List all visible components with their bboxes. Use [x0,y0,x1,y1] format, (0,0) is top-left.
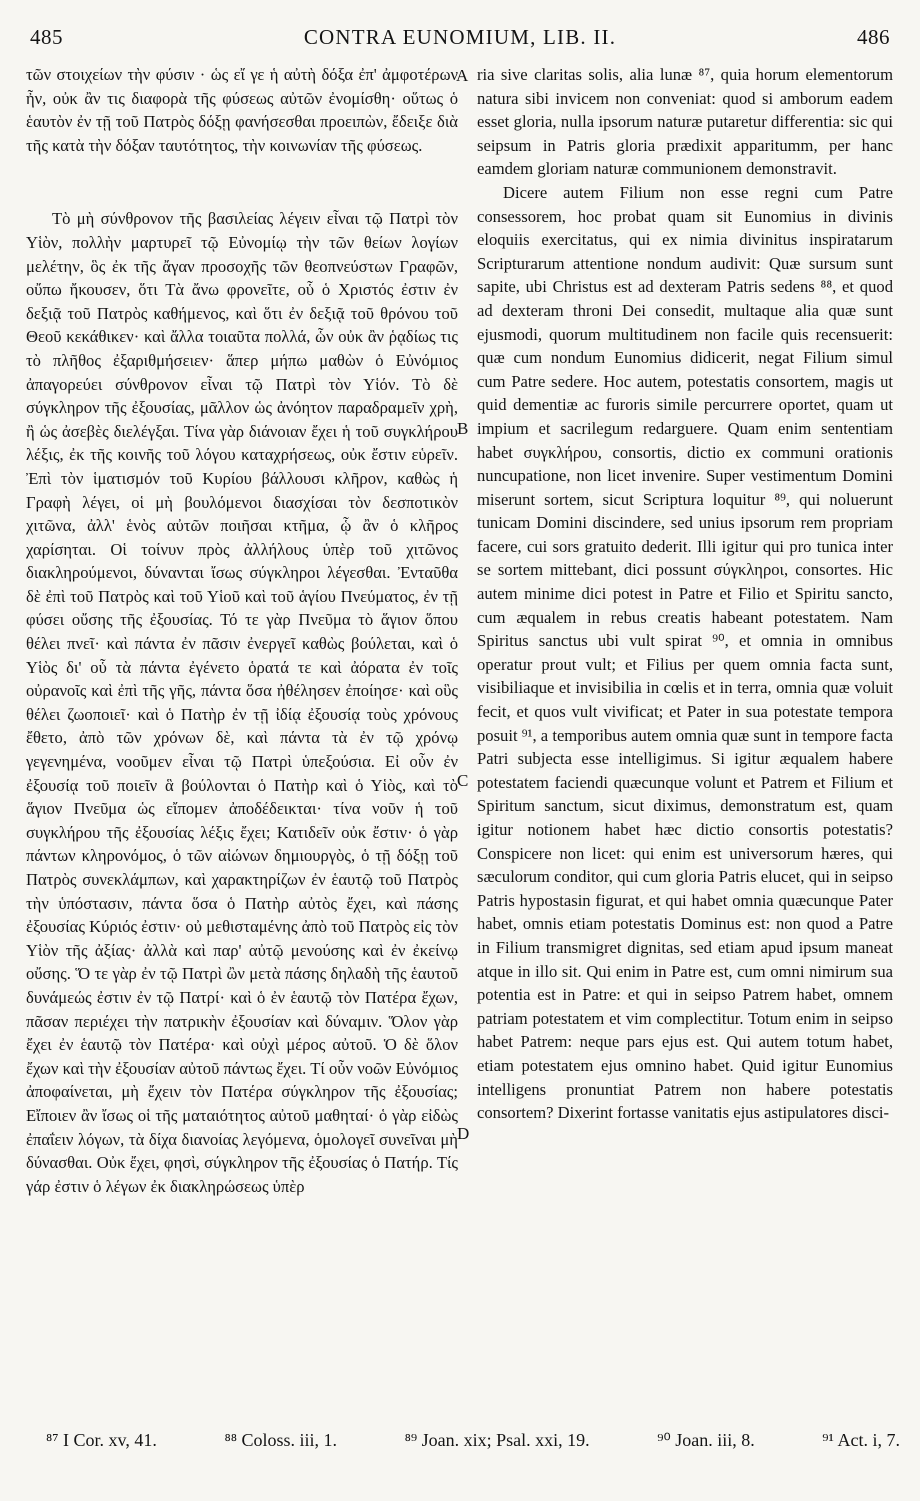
section-marker-c: C [457,771,469,790]
paragraph-gap [26,157,458,207]
footnote-87: ⁸⁷ I Cor. xv, 41. [46,1430,157,1450]
greek-column [26,63,458,1198]
running-title: CONTRA EUNOMIUM, LIB. II. [303,24,617,49]
latin-paragraph-1: ria sive claritas solis, alia lunæ ⁸⁷, quia horum elementorum natura sibi invicem non conveniat: quod si amborum eadem esset gloria, nulla ipsorum naturæ putaretur differentia: sic qui seipsum in Patris gloria prædixit apparitumm, per hanc eamdem gloriam naturæ communionem demonstravit. [477,65,893,179]
section-marker-b: B [457,419,469,438]
footnote-91: ⁹¹ Act. i, 7. [822,1430,900,1450]
greek-paragraph-1: τῶν στοιχείων τὴν φύσιν · ὡς εἴ γε ἡ αὐτὴ δόξα ἐπ' ἀμφοτέρων ἦν, οὐκ ἂν τις διαφορὰ τῆς φύσεως αὐτῶν ἐνομίσθη· οὕτως ὁ ἑαυτὸν ἐν τῇ τοῦ Πατρὸς δόξῃ φανήσεσθαι προειπὼν, ἔδειξε διὰ τῆς κατὰ τὴν δόξαν ταυτότητος, τὴν κοινωνίαν τῆς φύσεως. [26,65,458,155]
latin-paragraph-2: Dicere autem Filium non esse regni cum Patre consessorem, hoc probat quam sit Eunomius in divinis eloquiis exercitatus, qui ex nimia divinitus inspiratarum Scripturarum attentione nondum audivit: Quæ sursum sunt sapite, ubi Christus est ad dexteram Patris sedens ⁸⁸, et quod ad dexteram throni Dei consedit, multaque alia quæ sunt ejusmodi, quorum multitudinem non facile quis recensuerit: quæ cum nondum Eunomius didicerit, negat Filium simul cum Patre sedere. Hoc autem, potestatis consortem, magis ut quid dementiæ ac furoris simile percurrere oportet, quam ut impium et sacrilegum redarguere. Quam enim sententiam habet συγκλήρου, consortis, dictio ex communi orationis nuncupatione, non licet invenire. Super vestimentum Domini miserunt sortem, sicut Scriptura loquitur ⁸⁹, qui noluerunt tunicam Domini discindere, sed unius ipsorum rem propriam facere, cui sors gratuito dederit. Illi igitur qui pro tunica inter se sortem mittebant, dici possunt σύγκληροι, consortes. Hic autem minime dici potest in Patre et Filio et Spiritu sancto, cum æqualem in rebus creatis habeant potestatem. Nam Spiritus sanctus ubi vult spirat ⁹⁰, et omnia in omnibus operatur prout vult; et Filius per quem omnia facta sunt, visibiliaque et invisibilia in cœlis et in terra, omnia quæ voluit fecit, et quos vult vivificat; et Pater in sua potestate tempora posuit ⁹¹, a temporibus autem omnia quæ sunt in tempore facta Patri subjecta esse intelligimus. Si igitur æqualem habere potestatem faciendi quæcunque volunt et Patrem et Filium et Spiritum sanctum, sicut diximus, demonstratum est, quam igitur notionem habet hæc dictio consortis potestatis? Conspicere non licet: qui enim est universorum hæres, qui sæculorum conditor, qui cum gloria Patris elucet, qui in seipso Patris hypostasin figurat, et qui habet omnia quæcunque Pater habet, omnis etiam potestatis Dominus est: non quod a Patre in Filium transmigret dignitas, sed etiam apud ipsum maneat atque in illo sit. Qui enim in Patre est, cum omni nimirum sua potentia est in Patre: et qui in seipso Patrem habet, omnem patriam potestatem et vim complectitur. Totum enim in seipso habet Patrem: neque pars ejus est. Qui autem totum habet, etiam potestatem ejus omnino habet. Quid igitur Eunomius intelligens pronuntiat Patrem non habere potestatis consortem? Dixerint fortasse vanitatis ejus astipulatores disci- [477,182,893,1123]
footnote-88: ⁸⁸ Coloss. iii, 1. [224,1430,338,1450]
left-page-number: 485 [30,24,63,49]
latin-column [477,63,893,1125]
right-page-number: 486 [856,24,890,49]
page-header [30,22,890,52]
footnotes [46,1428,900,1452]
footnote-90: ⁹⁰ Joan. iii, 8. [657,1430,755,1450]
greek-paragraph-2: Τὸ μὴ σύνθρονον τῆς βασιλείας λέγειν εἶναι τῷ Πατρὶ τὸν Υἱὸν, πολλὴν μαρτυρεῖ τῷ Εὐνομίῳ τὴν τῶν θείων λογίων μελέτην, ὃς ἐκ τῆς ἄγαν προσοχῆς τῶν θεοπνεύστων Γραφῶν, οὔπω ἤκουσεν, ὅτι Τὰ ἄνω φρονεῖτε, οὗ ὁ Χριστός ἐστιν ἐν δεξιᾷ τοῦ Πατρὸς καθήμενος, καὶ ὅτι ἐν δεξιᾷ τοῦ θρόνου τοῦ Θεοῦ κεκάθικεν· καὶ ἄλλα τοιαῦτα πολλά, ὧν οὐκ ἂν ῥᾳδίως τις τὸ πλῆθος ἐξαριθμήσειεν· ἅπερ μήπω μαθὼν ὁ Εὐνόμιος ἀπαγορεύει σύνθρονον εἶναι τῷ Πατρὶ τὸν Υἱόν. Τὸ δὲ σύγκληρον τῆς ἐξουσίας, μᾶλλον ὡς ἀνόητον παραδραμεῖν χρὴ, ἢ ὡς ἀσεβὲς διελέγξαι. Τίνα γὰρ διάνοιαν ἔχει ἡ τοῦ συγκλήρου λέξις, ἐκ τῆς κοινῆς τοῦ λόγου καταχρήσεως, οὐκ ἔστιν εὑρεῖν. Ἐπὶ τὸν ἱματισμόν τοῦ Κυρίου βάλλουσι κλῆρον, καθὼς ἡ Γραφὴ λέγει, οἱ μὴ βουλόμενοι διασχίσαι τὸν δεσποτικὸν χιτῶνα, ἀλλ' ἑνὸς αὐτῶν ποιῆσαι κτῆμα, ᾧ ἂν ὁ κλῆρος χαρίσηται. Οἱ τοίνυν πρὸς ἀλλήλους ὑπὲρ τοῦ χιτῶνος διακληρούμενοι, δύνανται ἴσως σύγκληροι λέγεσθαι. Ἐνταῦθα δὲ ἐπὶ τοῦ Πατρὸς καὶ τοῦ Υἱοῦ καὶ τοῦ ἁγίου Πνεύματος, ἐν τῇ φύσει οὔσης τῆς ἐξουσίας. Τό τε γὰρ Πνεῦμα τὸ ἅγιον ὅπου θέλει πνεῖ· καὶ πάντα ἐν πᾶσιν ἐνεργεῖ καθὼς βούλεται, καὶ ὁ Υἱὸς δι' οὗ τὰ πάντα ἐγένετο ὁρατά τε καὶ ἀόρατα ἐν τοῖς οὐρανοῖς καὶ ἐπὶ τῆς γῆς, πάντα ὅσα ἠθέλησεν ἐποίησε· καὶ οὓς θέλει ζωοποιεῖ· καὶ ὁ Πατὴρ ἐν τῇ ἰδίᾳ ἐξουσίᾳ τοὺς χρόνους ἔθετο, ἀπὸ τῶν χρόνων δὲ, καὶ πάντα τὰ ἐν τῷ χρόνῳ γεγενημένα, νοοῦμεν εἶναι τῷ Πατρὶ ὑπεξούσια. Εἰ οὖν ἐν ἐξουσίᾳ τοῦ ποιεῖν ἃ βούλονται ὁ Πατὴρ καὶ ὁ Υἱὸς, καὶ τὸ ἅγιον Πνεῦμα ὡς εἴπομεν ἀποδέδεικται· τίνα νοῦν ἡ τοῦ συγκλήρου τῆς ἐξουσίας λέξις ἔχει; Κατιδεῖν οὐκ ἔστιν· ὁ γὰρ πάντων κληρονόμος, ὁ τῶν αἰώνων δημιουργὸς, ὁ τῇ δόξῃ τοῦ Πατρὸς συνεκλάμπων, καὶ χαρακτηρίζων ἐν ἑαυτῷ τοῦ Πατρὸς τὴν ὑπόστασιν, πάντα ὅσα ὁ Πατὴρ αὐτὸς ἔχει, καὶ πάσης ἐξουσίας Κύριός ἐστιν· οὐ μεθισταμένης ἀπὸ τοῦ Πατρὸς εἰς τὸν Υἱὸν τῆς ἀξίας· ἀλλὰ καὶ παρ' αὐτῷ μενούσης καὶ ἐν ἐκείνῳ οὔσης. Ὅ τε γὰρ ἐν τῷ Πατρὶ ὢν μετὰ πάσης δηλαδὴ τῆς ἑαυτοῦ δυνάμεώς ἐστιν ἐν τῷ Πατρί· καὶ ὁ ἐν ἑαυτῷ τὸν Πατέρα ἔχων, πᾶσαν περιέχει τὴν πατρικὴν ἐξουσίαν καὶ δύναμιν. Ὅλον γὰρ ἔχει ἐν ἑαυτῷ τὸν Πατέρα· καὶ οὐχὶ μέρος αὐτοῦ. Ὁ δὲ ὅλον ἔχων καὶ τὴν ἐξουσίαν αὐτοῦ πάντως ἔχει. Τί οὖν νοῶν Εὐνόμιος ἀποφαίνεται, μὴ ἔχειν τὸν Πατέρα σύγκληρον τῆς ἐξουσίας; Εἴποιεν ἂν ἴσως οἱ τῆς ματαιότητος αὐτοῦ μαθηταί· ὁ γὰρ εἰδὼς ἐπαΐειν λόγων, τὰ δίχα διανοίας λεγόμενα, ὁμολογεῖ συνεῖναι μὴ δύνασθαι. Οὐκ ἔχει, φησὶ, σύγκληρον τῆς ἐξουσίας ὁ Πατήρ. Τίς γάρ ἐστιν ὁ λέγων ἐκ διακληρώσεως ὑπὲρ [26,209,458,1196]
section-marker-a: A [456,66,469,85]
section-marker-d: D [457,1124,470,1143]
footnote-89: ⁸⁹ Joan. xix; Psal. xxi, 19. [404,1430,590,1450]
